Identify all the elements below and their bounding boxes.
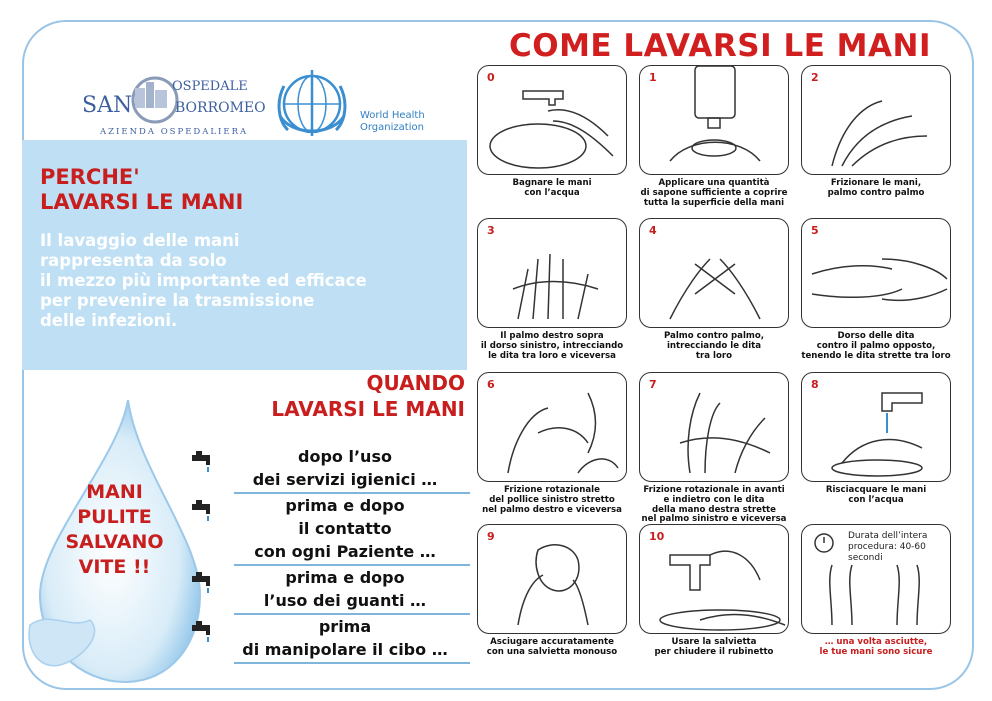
step-caption: Bagnare le mani con l’acqua [512, 178, 592, 198]
who-name-line1: World Health [360, 110, 425, 121]
slogan-line: SALVANO [65, 531, 164, 553]
step-number: 1 [649, 71, 657, 84]
slogan [52, 480, 177, 580]
hospital-logo [80, 70, 270, 140]
slogan-line: VITE !! [78, 556, 151, 578]
when-item-line: di manipolare il cibo … [242, 640, 448, 659]
step-caption: Dorso delle dita contro il palmo opposto, tenendo le dita strette tra loro [801, 331, 951, 361]
step-number: 7 [649, 378, 657, 391]
slogan-line: MANI [86, 481, 143, 503]
faucet-icon [190, 449, 216, 475]
why-heading-line2: LAVARSI LE MANI [40, 190, 244, 214]
step-card [801, 524, 951, 658]
when-list [190, 445, 470, 664]
when-item [190, 566, 470, 615]
step-card [639, 372, 789, 525]
step-card [801, 218, 951, 361]
when-heading-line2: LAVARSI LE MANI [271, 397, 465, 421]
when-item-line: il contatto [298, 519, 392, 538]
when-item-line: prima [318, 617, 372, 636]
when-item-line: l’uso dei guanti … [263, 591, 427, 610]
why-body [40, 231, 367, 331]
step-illustration [801, 524, 951, 634]
step-card [477, 65, 627, 199]
step-caption: Frizione rotazionale in avanti e indietro con le dita della mano destra strette nel palmo sinistro e viceversa [641, 485, 787, 525]
step-number: 0 [487, 71, 495, 84]
who-logo [272, 66, 356, 142]
step-illustration [801, 218, 951, 328]
when-item [190, 615, 470, 664]
step-caption: Frizionare le mani, palmo contro palmo [827, 178, 925, 198]
page-title: COME LAVARSI LE MANI [508, 28, 931, 64]
when-item [190, 445, 470, 494]
why-body-line: Il lavaggio delle mani [40, 231, 240, 250]
duration-note: Durata dell’intera procedura: 40-60 secondi [848, 531, 928, 563]
step-caption: Asciugare accuratamente con una salvietta monouso [486, 637, 618, 657]
step-caption: Frizione rotazionale del pollice sinistro stretto nel palmo destro e viceversa [482, 485, 622, 515]
step-illustration [639, 218, 789, 328]
step-number: 6 [487, 378, 495, 391]
why-heading [40, 165, 243, 215]
hospital-name-azienda: AZIENDA OSPEDALIERA [100, 127, 249, 137]
step-card [639, 218, 789, 361]
step-illustration [639, 372, 789, 482]
step-number: 4 [649, 224, 657, 237]
step-illustration [801, 372, 951, 482]
step-illustration [477, 524, 627, 634]
when-heading [200, 370, 465, 422]
step-illustration [639, 65, 789, 175]
step-card [477, 524, 627, 658]
step-illustration [477, 218, 627, 328]
step-illustration [801, 65, 951, 175]
step-card [639, 524, 789, 658]
step-caption: Usare la salvietta per chiudere il rubinetto [654, 637, 774, 657]
hospital-name-borromeo: BORROMEO [175, 100, 266, 116]
faucet-icon [190, 498, 216, 524]
faucet-icon [190, 619, 216, 645]
when-heading-line1: QUANDO [366, 371, 465, 395]
when-item [190, 494, 470, 566]
step-number: 2 [811, 71, 819, 84]
step-caption: Il palmo destro sopra il dorso sinistro, intrecciando le dita tra loro e viceversa [480, 331, 624, 361]
step-number: 8 [811, 378, 819, 391]
step-illustration [477, 372, 627, 482]
why-heading-line1: PERCHE' [40, 165, 140, 189]
step-card [477, 372, 627, 515]
when-item-line: prima e dopo [285, 496, 405, 515]
step-card [801, 372, 951, 506]
step-caption: Palmo contro palmo, intrecciando le dita tra loro [663, 331, 765, 361]
when-item-line: con ogni Paziente … [254, 542, 436, 561]
step-card [801, 65, 951, 199]
who-name-line2: Organization [360, 122, 424, 133]
step-card [639, 65, 789, 208]
faucet-icon [190, 570, 216, 596]
when-item-line: prima e dopo [285, 568, 405, 587]
why-body-line: delle infezioni. [40, 311, 178, 330]
why-body-line: rappresenta da solo [40, 251, 227, 270]
when-item-line: dei servizi igienici … [252, 470, 438, 489]
when-item-line: dopo l’uso [298, 447, 392, 466]
why-body-line: il mezzo più importante ed efficace [40, 271, 367, 290]
final-caption: … una volta asciutte, le tue mani sono sicure [819, 637, 933, 657]
step-card [477, 218, 627, 361]
step-illustration [639, 524, 789, 634]
hospital-name-ospedale: OSPEDALE [172, 79, 248, 94]
why-body-line: per prevenire la trasmissione [40, 291, 315, 310]
step-illustration [477, 65, 627, 175]
step-caption: Risciacquare le mani con l’acqua [825, 485, 927, 505]
divider [234, 662, 470, 664]
step-number: 10 [649, 530, 665, 543]
step-number: 9 [487, 530, 495, 543]
step-caption: Applicare una quantità di sapone sufficiente a coprire tutta la superficie della mani [640, 178, 788, 208]
who-name [360, 110, 425, 134]
step-number: 5 [811, 224, 819, 237]
step-number: 3 [487, 224, 495, 237]
hospital-name-san: SAN [82, 93, 133, 118]
slogan-line: PULITE [77, 506, 152, 528]
